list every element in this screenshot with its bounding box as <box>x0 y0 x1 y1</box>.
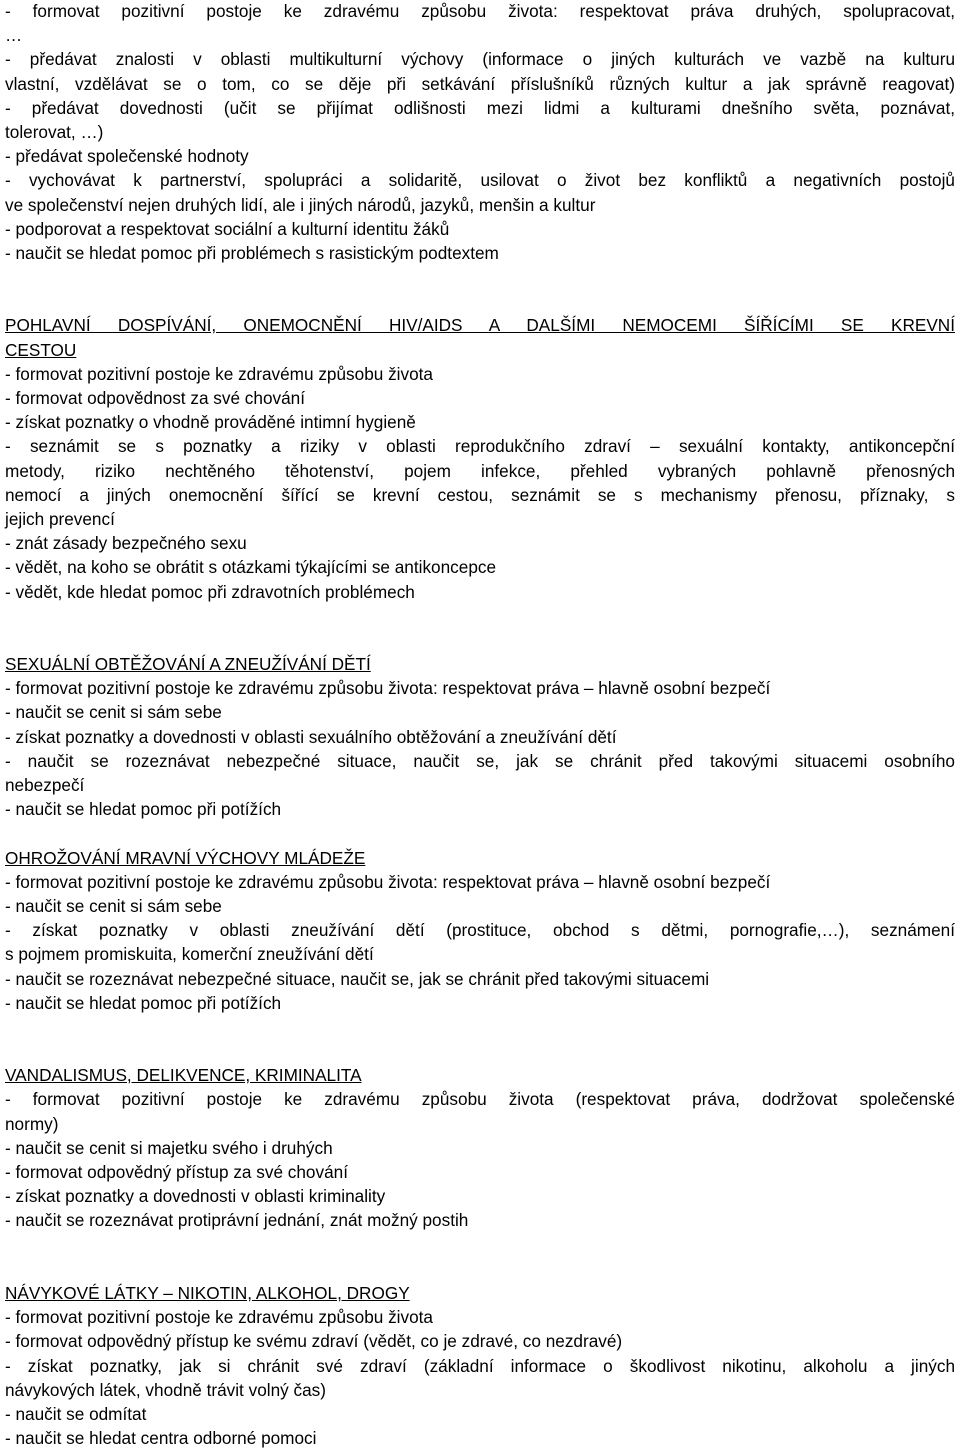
section-ohrozovani-mravni-vychovy <box>5 846 955 1015</box>
text-line: - formovat pozitivní postoje ke zdravému způsobu života: respektovat práva – hlavně osobní bezpečí <box>5 678 771 699</box>
text-line: - podporovat a respektovat sociální a kulturní identitu žáků <box>5 218 450 239</box>
text-line: - naučit se cenit si sám sebe <box>5 702 222 723</box>
text-line: - vědět, na koho se obrátit s otázkami týkajícími se antikoncepce <box>5 557 497 578</box>
intro-block <box>5 0 955 265</box>
text-line: tolerovat, …) <box>5 121 104 142</box>
text-line: - znát zásady bezpečného sexu <box>5 533 247 554</box>
text-line: - formovat pozitivní postoje ke zdravému způsobu života: respektovat práva – hlavně osobní bezpečí <box>5 871 771 892</box>
text-line: - naučit se cenit si sám sebe <box>5 895 222 916</box>
text-line: nebezpečí <box>5 775 85 796</box>
text-line: - naučit se hledat pomoc při problémech s rasistickým podtextem <box>5 242 499 263</box>
text-line: - předávat dovednosti (učit se přijímat odlišnosti mezi lidmi a kulturami dnešního světa, poznávat, <box>5 97 955 118</box>
text-line: metody, riziko nechtěného těhotenství, pojem infekce, přehled vybraných pohlavně přenosných <box>5 460 955 481</box>
text-line: - naučit se hledat pomoc při potížích <box>5 992 282 1013</box>
text-line: jejich prevencí <box>5 508 115 529</box>
text-line: - získat poznatky v oblasti zneužívání dětí (prostituce, obchod s dětmi, pornografie,…), seznámení <box>5 920 955 941</box>
section-heading: SEXUÁLNÍ OBTĚŽOVÁNÍ A ZNEUŽÍVÁNÍ DĚTÍ <box>5 654 371 675</box>
section-pohlavni-dospivani <box>5 313 955 603</box>
text-line: - předávat společenské hodnoty <box>5 146 249 167</box>
text-line: - formovat pozitivní postoje ke zdravému způsobu života (respektovat práva, dodržovat společenské <box>5 1089 955 1110</box>
spacer <box>5 1015 955 1063</box>
text-line: … <box>5 25 23 46</box>
text-line: - získat poznatky, jak si chránit své zdraví (základní informace o škodlivost nikotinu, alkoholu a jiných <box>5 1355 955 1376</box>
text-line: - vychovávat k partnerství, spolupráci a solidaritě, usilovat o život bez konfliktů a negativních postojů <box>5 170 955 191</box>
text-line: - seznámit se s poznatky a riziky v oblasti reprodukčního zdraví – sexuální kontakty, antikoncepční <box>5 436 955 457</box>
text-line: - naučit se rozeznávat nebezpečné situace, naučit se, jak se chránit před takovými situacemi osobního <box>5 750 955 771</box>
text-line: - získat poznatky a dovednosti v oblasti kriminality <box>5 1186 386 1207</box>
document-page <box>5 0 955 1450</box>
text-line: - formovat odpovědnost za své chování <box>5 388 305 409</box>
text-line: - naučit se rozeznávat protiprávní jednání, znát možný postih <box>5 1210 469 1231</box>
section-heading: CESTOU <box>5 339 77 360</box>
section-heading: VANDALISMUS, DELIKVENCE, KRIMINALITA <box>5 1065 362 1086</box>
section-sexualni-obtezovani <box>5 652 955 821</box>
spacer <box>5 604 955 652</box>
text-line: návykových látek, vhodně trávit volný čas) <box>5 1379 326 1400</box>
text-line: - předávat znalosti v oblasti multikulturní výchovy (informace o jiných kulturách ve vazbě na kulturu <box>5 49 955 70</box>
text-line: ve společenství nejen druhých lidí, ale i jiných národů, jazyků, menšin a kultur <box>5 194 596 215</box>
text-line: - formovat odpovědný přístup ke svému zdraví (vědět, co je zdravé, co nezdravé) <box>5 1331 623 1352</box>
section-vandalismus <box>5 1063 955 1232</box>
section-heading: POHLAVNÍ DOSPÍVÁNÍ, ONEMOCNĚNÍ HIV/AIDS A DALŠÍMI NEMOCEMI ŠÍŘÍCÍMI SE KREVNÍ <box>5 315 955 336</box>
text-line: - naučit se hledat pomoc při potížích <box>5 799 282 820</box>
text-line: - naučit se hledat centra odborné pomoci <box>5 1428 317 1449</box>
text-line: vlastní, vzdělávat se o tom, co se děje při setkávání příslušníků různých kultur a jak správně reagovat) <box>5 73 955 94</box>
text-line: - naučit se rozeznávat nebezpečné situace, naučit se, jak se chránit před takovými situacemi <box>5 968 710 989</box>
text-line: - naučit se odmítat <box>5 1403 147 1424</box>
text-line: - formovat pozitivní postoje ke zdravému způsobu života: respektovat práva druhých, spolupracovat, <box>5 1 955 21</box>
spacer <box>5 1233 955 1281</box>
text-line: - naučit se cenit si majetku svého i druhých <box>5 1137 333 1158</box>
text-line: - získat poznatky a dovednosti v oblasti sexuálního obtěžování a zneužívání dětí <box>5 726 617 747</box>
text-line: - formovat odpovědný přístup za své chování <box>5 1162 348 1183</box>
section-heading: OHROŽOVÁNÍ MRAVNÍ VÝCHOVY MLÁDEŽE <box>5 847 366 868</box>
text-line: normy) <box>5 1113 59 1134</box>
spacer <box>5 821 955 845</box>
section-heading: NÁVYKOVÉ LÁTKY – NIKOTIN, ALKOHOL, DROGY <box>5 1283 410 1303</box>
text-line: - formovat pozitivní postoje ke zdravému způsobu života <box>5 363 433 384</box>
text-line: - vědět, kde hledat pomoc při zdravotních problémech <box>5 581 415 602</box>
text-line: - formovat pozitivní postoje ke zdravému způsobu života <box>5 1307 433 1328</box>
text-line: s pojmem promiskuita, komerční zneužívání dětí <box>5 944 374 965</box>
spacer <box>5 265 955 313</box>
text-line: nemocí a jiných onemocnění šířící se krevní cestou, seznámit se s mechanismy přenosu, příznaky, s <box>5 484 955 505</box>
section-navykove-latky <box>5 1281 955 1450</box>
text-line: - získat poznatky o vhodně prováděné intimní hygieně <box>5 412 416 433</box>
